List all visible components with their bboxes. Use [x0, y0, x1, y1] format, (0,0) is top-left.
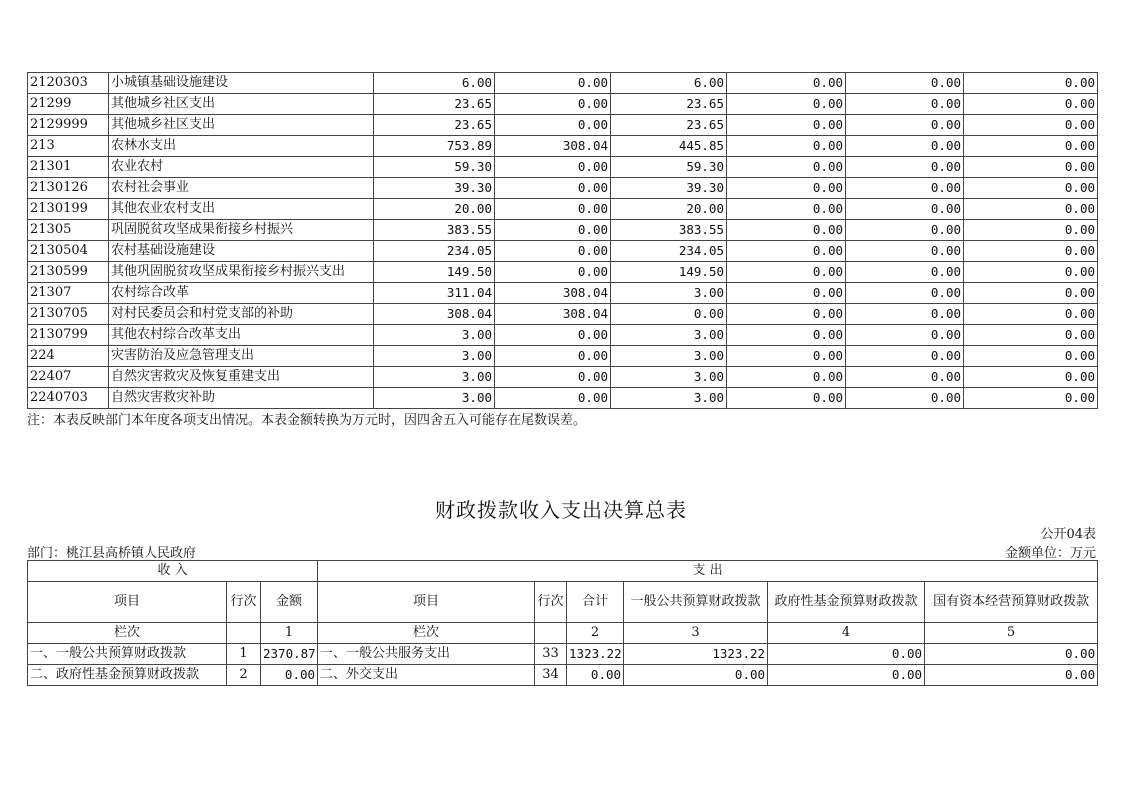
fiscal-summary-table	[27, 560, 1098, 686]
subject-code: 2130599	[28, 262, 109, 283]
subject-name: 农村综合改革	[109, 283, 374, 304]
col-4: 0.00	[727, 73, 846, 94]
col-4: 0.00	[727, 115, 846, 136]
header-row-no-2: 行次	[535, 582, 567, 623]
project-expense: 3.00	[611, 325, 727, 346]
project-expense: 3.00	[611, 388, 727, 409]
subject-name: 小城镇基础设施建设	[109, 73, 374, 94]
col-5: 0.00	[846, 136, 964, 157]
expense-item: 二、外交支出	[318, 665, 535, 686]
amount: 2370.87	[261, 644, 318, 665]
total: 149.50	[374, 262, 495, 283]
col-4: 0.00	[727, 178, 846, 199]
subject-name: 巩固脱贫攻坚成果衔接乡村振兴	[109, 220, 374, 241]
col-5: 0.00	[846, 304, 964, 325]
total: 308.04	[374, 304, 495, 325]
subject-name: 其他巩固脱贫攻坚成果衔接乡村振兴支出	[109, 262, 374, 283]
total: 3.00	[374, 367, 495, 388]
subject-code: 2130705	[28, 304, 109, 325]
subject-name: 自然灾害救灾及恢复重建支出	[109, 367, 374, 388]
basic-expense: 0.00	[495, 220, 611, 241]
table-row	[28, 325, 1098, 346]
basic-expense: 0.00	[495, 178, 611, 199]
table-row	[28, 178, 1098, 199]
amount: 0.00	[261, 665, 318, 686]
col-4: 0.00	[727, 325, 846, 346]
header-item-2: 项目	[318, 582, 535, 623]
col-4: 0.00	[727, 367, 846, 388]
table-number: 公开04表	[1040, 527, 1096, 542]
subject-name: 其他农村综合改革支出	[109, 325, 374, 346]
fund-budget: 0.00	[768, 665, 925, 686]
col-6: 0.00	[964, 325, 1098, 346]
basic-expense: 0.00	[495, 262, 611, 283]
col-6: 0.00	[964, 367, 1098, 388]
state-capital: 0.00	[925, 665, 1098, 686]
project-expense: 234.05	[611, 241, 727, 262]
income-item: 一、一般公共预算财政拨款	[28, 644, 227, 665]
header-amount: 金额	[261, 582, 318, 623]
col-5: 0.00	[846, 73, 964, 94]
total: 383.55	[374, 220, 495, 241]
table-row	[28, 346, 1098, 367]
table-row	[28, 388, 1098, 409]
income-item: 二、政府性基金预算财政拨款	[28, 665, 227, 686]
col-6: 0.00	[964, 73, 1098, 94]
table-row	[28, 220, 1098, 241]
project-expense: 23.65	[611, 115, 727, 136]
row-no: 1	[227, 644, 261, 665]
col-5: 0.00	[846, 220, 964, 241]
basic-expense: 0.00	[495, 388, 611, 409]
header-item: 项目	[28, 582, 227, 623]
project-expense: 23.65	[611, 94, 727, 115]
basic-expense: 0.00	[495, 157, 611, 178]
col-6: 0.00	[964, 388, 1098, 409]
subject-name: 其他城乡社区支出	[109, 115, 374, 136]
col-6: 0.00	[964, 199, 1098, 220]
subject-code: 2130126	[28, 178, 109, 199]
col-5: 0.00	[846, 283, 964, 304]
table-row	[28, 367, 1098, 388]
col-5: 0.00	[846, 157, 964, 178]
column-index-label-2: 栏次	[318, 623, 535, 644]
row-no: 34	[535, 665, 567, 686]
col-4: 0.00	[727, 136, 846, 157]
col-6: 0.00	[964, 178, 1098, 199]
subject-code: 21301	[28, 157, 109, 178]
header-total: 合计	[567, 582, 624, 623]
col-4: 0.00	[727, 94, 846, 115]
subject-name: 对村民委员会和村党支部的补助	[109, 304, 374, 325]
fund-budget: 0.00	[768, 644, 925, 665]
table-row	[28, 157, 1098, 178]
column-index-4: 4	[768, 623, 925, 644]
project-expense: 445.85	[611, 136, 727, 157]
subject-code: 213	[28, 136, 109, 157]
total: 311.04	[374, 283, 495, 304]
col-4: 0.00	[727, 346, 846, 367]
project-expense: 0.00	[611, 304, 727, 325]
col-6: 0.00	[964, 157, 1098, 178]
total: 23.65	[374, 94, 495, 115]
col-5: 0.00	[846, 241, 964, 262]
col-5: 0.00	[846, 325, 964, 346]
project-expense: 39.30	[611, 178, 727, 199]
project-expense: 20.00	[611, 199, 727, 220]
basic-expense: 0.00	[495, 115, 611, 136]
subject-code: 2240703	[28, 388, 109, 409]
total: 20.00	[374, 199, 495, 220]
col-6: 0.00	[964, 136, 1098, 157]
col-5: 0.00	[846, 388, 964, 409]
basic-expense: 308.04	[495, 304, 611, 325]
subject-code: 2129999	[28, 115, 109, 136]
project-expense: 6.00	[611, 73, 727, 94]
col-4: 0.00	[727, 220, 846, 241]
subject-code: 22407	[28, 367, 109, 388]
column-index-5: 5	[925, 623, 1098, 644]
basic-expense: 0.00	[495, 325, 611, 346]
table-row	[28, 136, 1098, 157]
total: 1323.22	[567, 644, 624, 665]
col-6: 0.00	[964, 283, 1098, 304]
state-capital: 0.00	[925, 644, 1098, 665]
basic-expense: 308.04	[495, 283, 611, 304]
row-no: 33	[535, 644, 567, 665]
total: 3.00	[374, 325, 495, 346]
expenditure-detail-table	[27, 72, 1098, 409]
subject-code: 21307	[28, 283, 109, 304]
expense-item: 一、一般公共服务支出	[318, 644, 535, 665]
total: 753.89	[374, 136, 495, 157]
amount-unit-label: 金额单位：万元	[1004, 546, 1096, 561]
subject-name: 其他城乡社区支出	[109, 94, 374, 115]
subject-code: 2130799	[28, 325, 109, 346]
col-5: 0.00	[846, 115, 964, 136]
table-row	[28, 644, 1098, 665]
department-label: 部门：桃江县高桥镇人民政府	[27, 546, 197, 561]
column-index-2: 2	[567, 623, 624, 644]
expense-header: 支 出	[318, 561, 1098, 582]
subject-code: 21299	[28, 94, 109, 115]
col-5: 0.00	[846, 367, 964, 388]
table-row	[28, 94, 1098, 115]
table-row	[28, 304, 1098, 325]
project-expense: 3.00	[611, 367, 727, 388]
total: 6.00	[374, 73, 495, 94]
general-budget: 1323.22	[624, 644, 768, 665]
col-6: 0.00	[964, 115, 1098, 136]
col-6: 0.00	[964, 346, 1098, 367]
project-expense: 3.00	[611, 283, 727, 304]
table-row	[28, 115, 1098, 136]
header-general-budget: 一般公共预算财政拨款	[624, 582, 768, 623]
basic-expense: 0.00	[495, 94, 611, 115]
project-expense: 149.50	[611, 262, 727, 283]
table-row	[28, 262, 1098, 283]
col-4: 0.00	[727, 262, 846, 283]
subject-code: 2130199	[28, 199, 109, 220]
col-4: 0.00	[727, 241, 846, 262]
table-row	[28, 665, 1098, 686]
subject-name: 自然灾害救灾补助	[109, 388, 374, 409]
total: 234.05	[374, 241, 495, 262]
project-expense: 3.00	[611, 346, 727, 367]
table-row	[28, 199, 1098, 220]
col-4: 0.00	[727, 388, 846, 409]
subject-name: 农村基础设施建设	[109, 241, 374, 262]
project-expense: 383.55	[611, 220, 727, 241]
income-header: 收 入	[28, 561, 318, 582]
col-6: 0.00	[964, 94, 1098, 115]
col-6: 0.00	[964, 304, 1098, 325]
page-title: 财政拨款收入支出决算总表	[435, 498, 687, 522]
column-index-1: 1	[261, 623, 318, 644]
basic-expense: 0.00	[495, 346, 611, 367]
table-row	[28, 73, 1098, 94]
subject-name: 农村社会事业	[109, 178, 374, 199]
project-expense: 59.30	[611, 157, 727, 178]
subject-name: 其他农业农村支出	[109, 199, 374, 220]
basic-expense: 0.00	[495, 367, 611, 388]
table-row	[28, 241, 1098, 262]
col-5: 0.00	[846, 199, 964, 220]
col-4: 0.00	[727, 157, 846, 178]
col-5: 0.00	[846, 262, 964, 283]
total: 23.65	[374, 115, 495, 136]
subject-code: 224	[28, 346, 109, 367]
col-4: 0.00	[727, 199, 846, 220]
basic-expense: 0.00	[495, 241, 611, 262]
total: 0.00	[567, 665, 624, 686]
total: 39.30	[374, 178, 495, 199]
col-6: 0.00	[964, 220, 1098, 241]
table-row	[28, 283, 1098, 304]
subject-code: 21305	[28, 220, 109, 241]
total: 3.00	[374, 388, 495, 409]
header-row-no: 行次	[227, 582, 261, 623]
subject-name: 农林水支出	[109, 136, 374, 157]
col-6: 0.00	[964, 241, 1098, 262]
column-index-3: 3	[624, 623, 768, 644]
general-budget: 0.00	[624, 665, 768, 686]
subject-code: 2130504	[28, 241, 109, 262]
basic-expense: 308.04	[495, 136, 611, 157]
header-state-capital: 国有资本经营预算财政拨款	[925, 582, 1098, 623]
row-no: 2	[227, 665, 261, 686]
col-4: 0.00	[727, 304, 846, 325]
header-fund-budget: 政府性基金预算财政拨款	[768, 582, 925, 623]
col-6: 0.00	[964, 262, 1098, 283]
col-5: 0.00	[846, 178, 964, 199]
basic-expense: 0.00	[495, 199, 611, 220]
col-4: 0.00	[727, 283, 846, 304]
col-5: 0.00	[846, 94, 964, 115]
table-note: 注：本表反映部门本年度各项支出情况。本表金额转换为万元时，因四舍五入可能存在尾数误差。	[27, 413, 587, 428]
total: 59.30	[374, 157, 495, 178]
subject-name: 灾害防治及应急管理支出	[109, 346, 374, 367]
subject-name: 农业农村	[109, 157, 374, 178]
col-5: 0.00	[846, 346, 964, 367]
column-index-label: 栏次	[28, 623, 227, 644]
subject-code: 2120303	[28, 73, 109, 94]
total: 3.00	[374, 346, 495, 367]
basic-expense: 0.00	[495, 73, 611, 94]
